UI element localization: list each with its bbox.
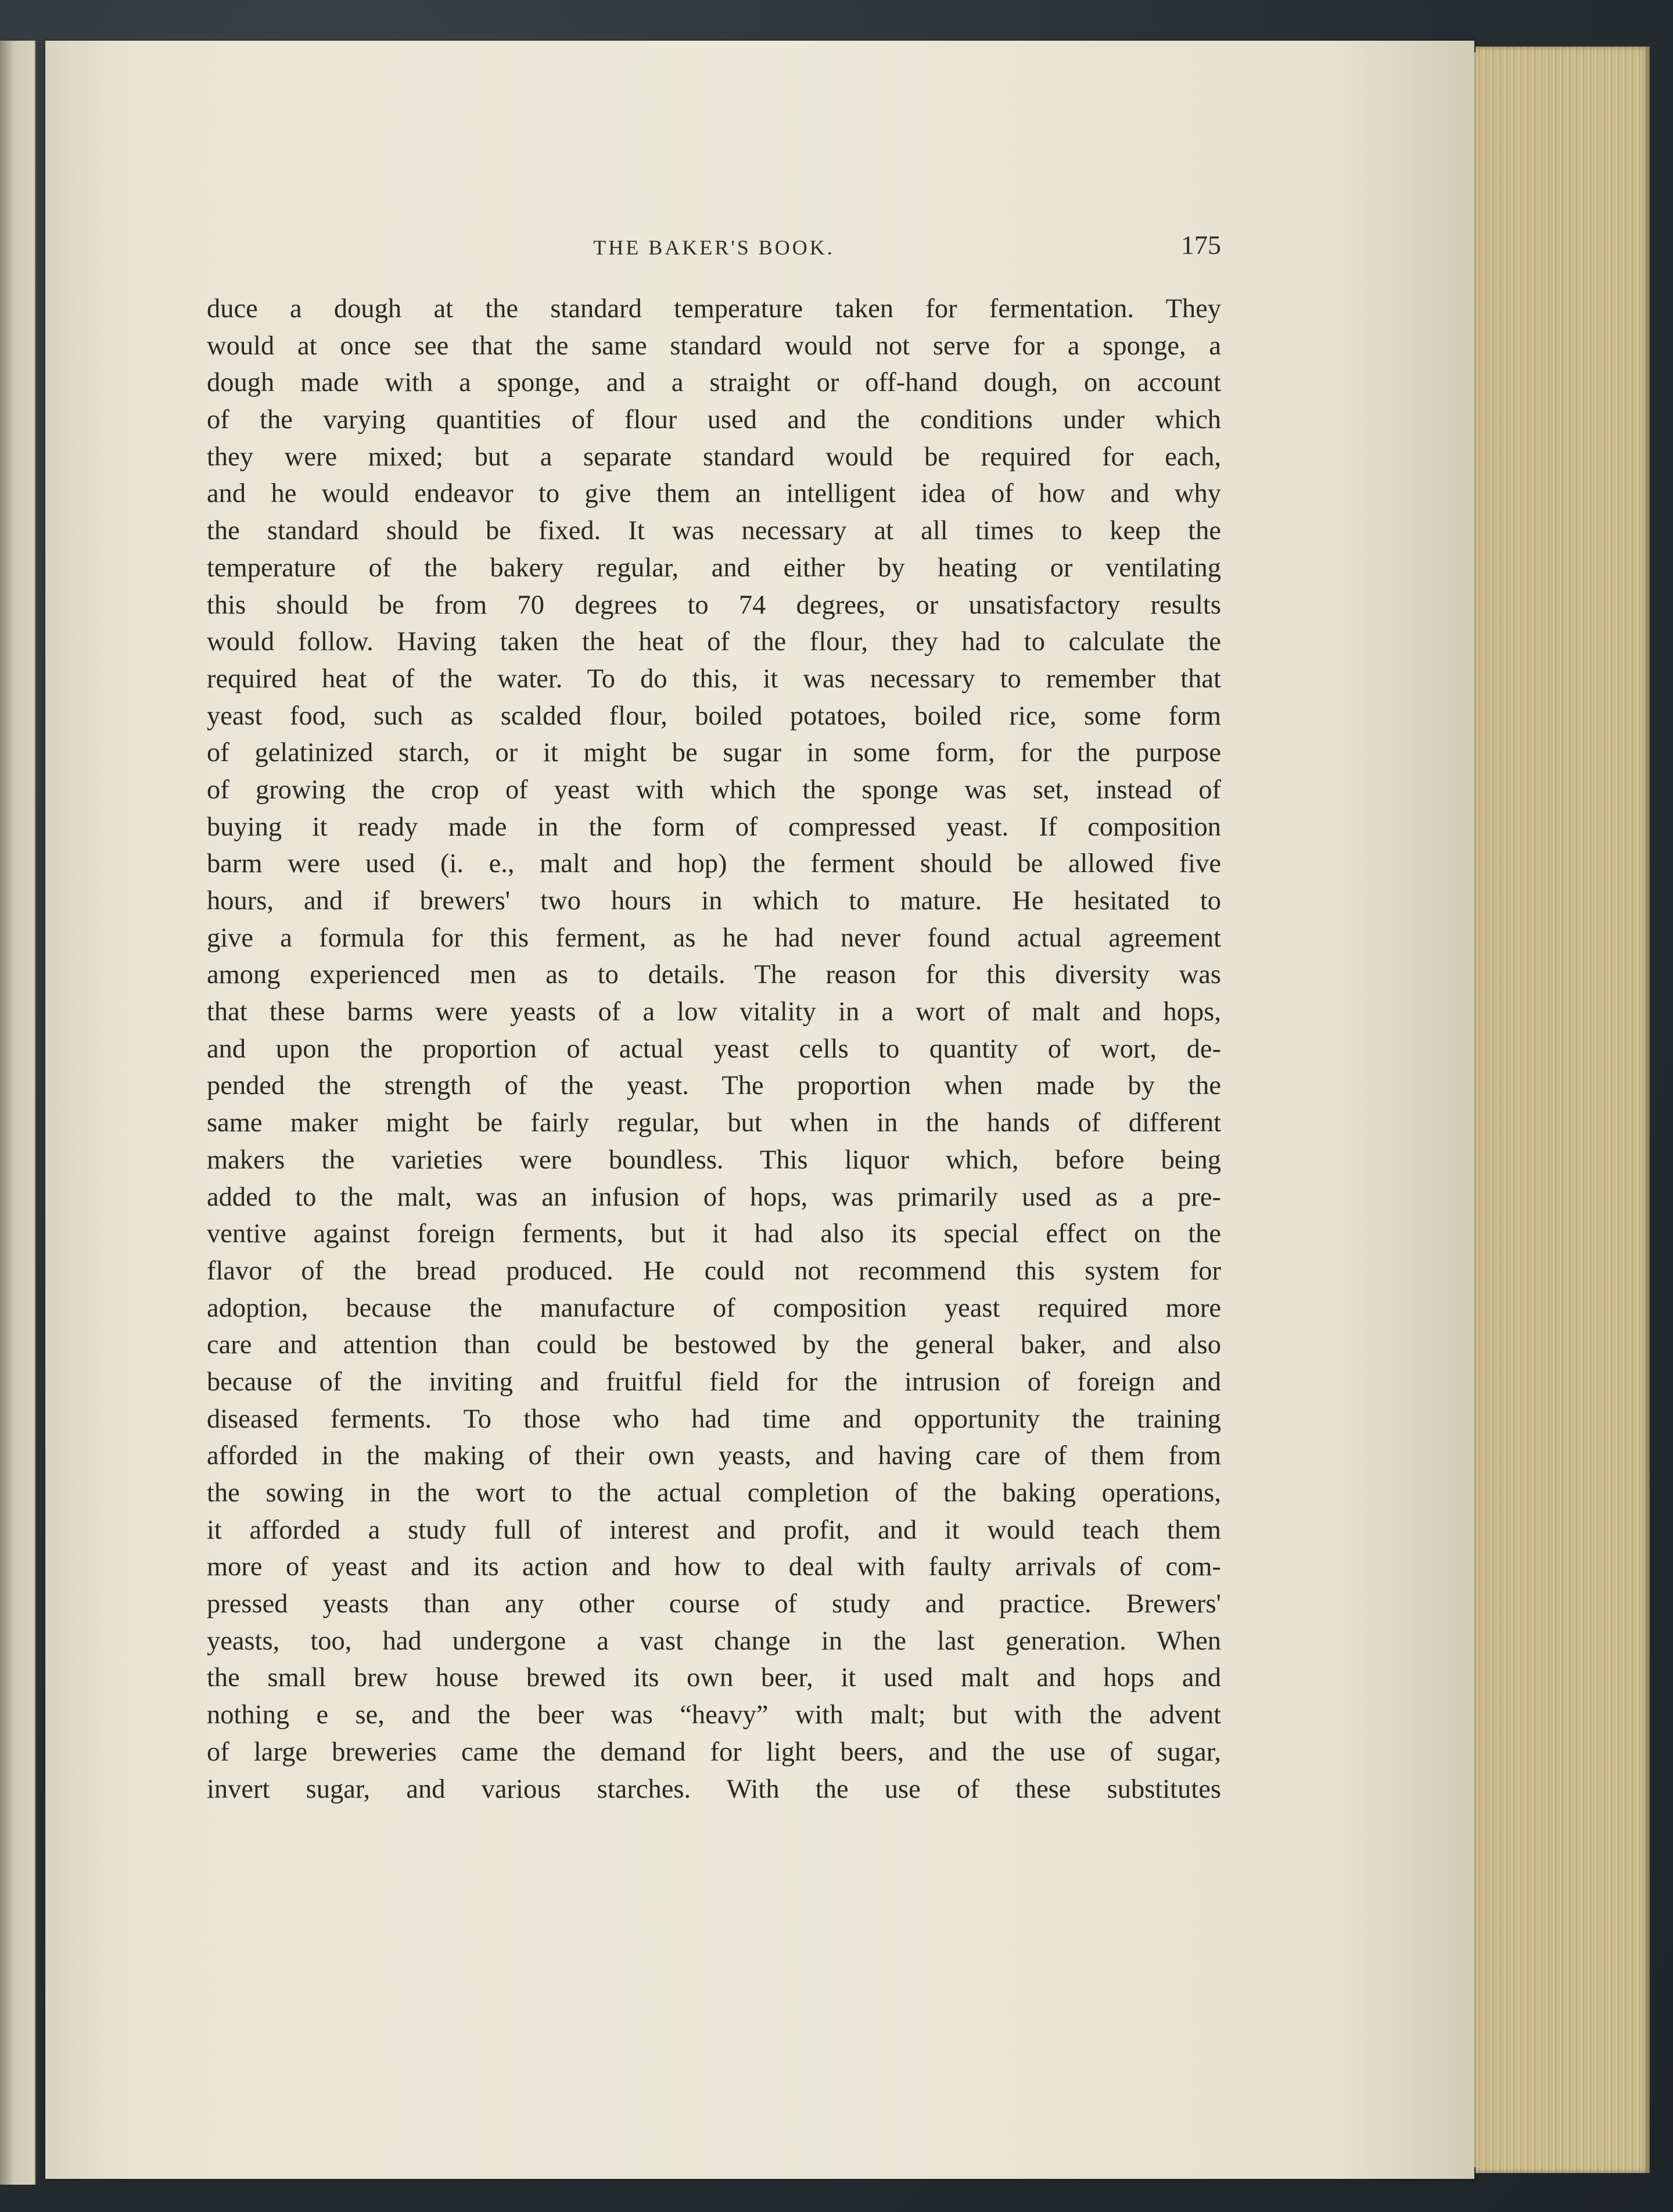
text-line: required heat of the water. To do this, it was necessary to remember that xyxy=(207,664,1221,694)
body-text xyxy=(207,291,1221,1808)
text-line: of large breweries came the demand for light beers, and the use of sugar, xyxy=(207,1737,1221,1767)
previous-page-edge xyxy=(0,41,36,2185)
text-line: pended the strength of the yeast. The proportion when made by the xyxy=(207,1071,1221,1101)
text-line: adoption, because the manufacture of composition yeast required more xyxy=(207,1293,1221,1323)
text-line: afforded in the making of their own yeasts, and having care of them from xyxy=(207,1441,1221,1471)
text-line: would follow. Having taken the heat of the flour, they had to calculate the xyxy=(207,627,1221,657)
text-line: of growing the crop of yeast with which the sponge was set, instead of xyxy=(207,775,1221,805)
page-number: 175 xyxy=(1181,230,1221,260)
text-line: ventive against foreign ferments, but it had also its special effect on the xyxy=(207,1219,1221,1249)
text-line: that these barms were yeasts of a low vitality in a wort of malt and hops, xyxy=(207,997,1221,1027)
running-title: THE BAKER'S BOOK. xyxy=(593,236,835,259)
text-line: they were mixed; but a separate standard would be required for each, xyxy=(207,442,1221,472)
text-line: temperature of the bakery regular, and either by heating or ventilating xyxy=(207,553,1221,583)
text-line: of the varying quantities of flour used and the conditions under which xyxy=(207,405,1221,435)
text-line: and he would endeavor to give them an intelligent idea of how and why xyxy=(207,479,1221,509)
text-line: same maker might be fairly regular, but when in the hands of different xyxy=(207,1108,1221,1138)
text-line: this should be from 70 degrees to 74 degrees, or unsatisfactory results xyxy=(207,590,1221,620)
text-line: duce a dough at the standard temperature taken for fermentation. They xyxy=(207,294,1221,324)
text-line: hours, and if brewers' two hours in which to mature. He hesitated to xyxy=(207,886,1221,916)
text-line: give a formula for this ferment, as he had never found actual agreement xyxy=(207,923,1221,953)
text-line: invert sugar, and various starches. With the use of these substitutes xyxy=(207,1774,1221,1804)
text-line: dough made with a sponge, and a straight or off-hand dough, on account xyxy=(207,368,1221,398)
text-line: yeast food, such as scalded flour, boiled potatoes, boiled rice, some form xyxy=(207,701,1221,731)
text-line: care and attention than could be bestowed by the general baker, and also xyxy=(207,1330,1221,1360)
text-line: the standard should be fixed. It was necessary at all times to keep the xyxy=(207,516,1221,546)
text-line: would at once see that the same standard would not serve for a sponge, a xyxy=(207,331,1221,361)
text-line: nothing e se, and the beer was “heavy” with malt; but with the advent xyxy=(207,1700,1221,1730)
text-line: added to the malt, was an infusion of hops, was primarily used as a pre- xyxy=(207,1182,1221,1212)
text-line: the small brew house brewed its own beer, it used malt and hops and xyxy=(207,1663,1221,1693)
page-block-edge xyxy=(1475,46,1650,2173)
text-line: barm were used (i. e., malt and hop) the ferment should be allowed five xyxy=(207,849,1221,879)
text-line: among experienced men as to details. The reason for this diversity was xyxy=(207,960,1221,990)
text-line: makers the varieties were boundless. This liquor which, before being xyxy=(207,1145,1221,1175)
text-line: and upon the proportion of actual yeast cells to quantity of wort, de- xyxy=(207,1034,1221,1064)
text-line: more of yeast and its action and how to deal with faulty arrivals of com- xyxy=(207,1552,1221,1582)
running-head xyxy=(207,230,1221,264)
text-line: flavor of the bread produced. He could not recommend this system for xyxy=(207,1256,1221,1286)
text-line: yeasts, too, had undergone a vast change in the last generation. When xyxy=(207,1626,1221,1656)
text-line: because of the inviting and fruitful field for the intrusion of foreign and xyxy=(207,1367,1221,1397)
text-line: diseased ferments. To those who had time and opportunity the training xyxy=(207,1404,1221,1434)
text-line: pressed yeasts than any other course of study and practice. Brewers' xyxy=(207,1589,1221,1619)
text-line: the sowing in the wort to the actual completion of the baking operations, xyxy=(207,1478,1221,1508)
text-line: of gelatinized starch, or it might be sugar in some form, for the purpose xyxy=(207,738,1221,768)
text-line: it afforded a study full of interest and profit, and it would teach them xyxy=(207,1515,1221,1545)
text-line: buying it ready made in the form of compressed yeast. If composition xyxy=(207,812,1221,842)
